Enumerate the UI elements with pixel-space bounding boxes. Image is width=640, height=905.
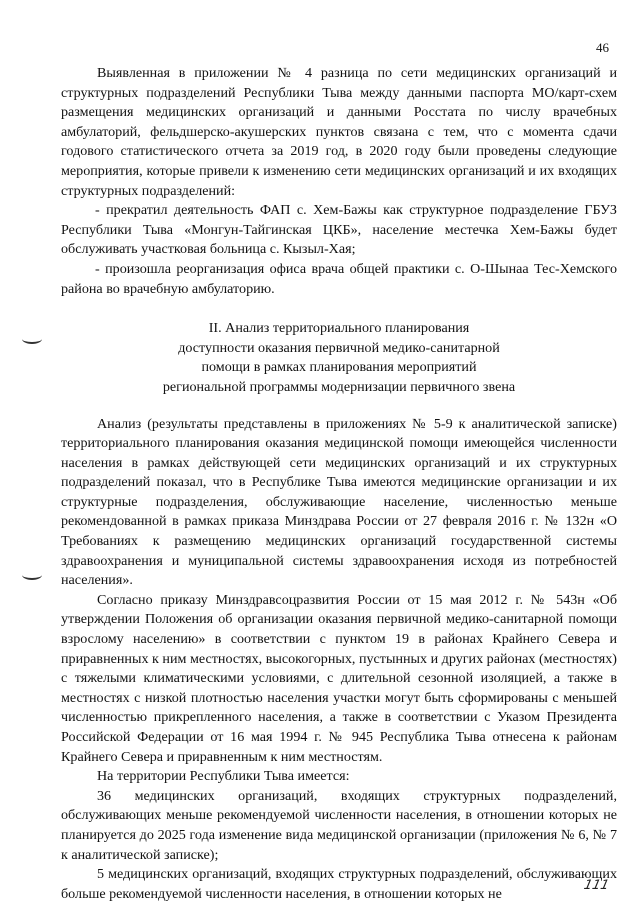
order-paragraph: Согласно приказу Минздравсоцразвития России от 15 мая 2012 г. № 543н «Об утверждении Положения об организации оказания первичной медико-санитарной помощи взрослому населению» в соответствии с пунктом 19 в районах Крайнего Севера и приравненных к ним местностях, высокогорных, пустынных и других районах (местностях) с тяжелыми климатическими условиями, с длительной сезонной изоляцией, а также в местностях с низкой плотностью населения участки могут быть сформированы с меньшей численностью прикрепленного населения, а также в соответствии с Указом Президента Российской Федерации от 16 мая 1994 г. № 945 Республика Тыва отнесена к районам Крайнего Севера и приравненным к ним местностям. xyxy=(61,591,617,765)
bullet-item-2: - произошла реорганизация офиса врача общей практики с. О-Шынаа Тес-Хемского района во врачебную амбулаторию. xyxy=(61,260,617,297)
section-heading-line-2: доступности оказания первичной медико-санитарной xyxy=(178,339,500,356)
section-heading-line-1: II. Анализ территориального планирования xyxy=(208,320,470,337)
territory-intro: На территории Республики Тыва имеется: xyxy=(97,768,350,785)
territory-item-2: 5 медицинских организаций, входящих структурных подразделений, обслуживающих больше рекомендуемой численности населения, в отношении которых не xyxy=(61,866,617,902)
page-number: 46 xyxy=(596,40,609,55)
margin-mark-bottom xyxy=(22,570,42,580)
handwritten-page-number: 111 xyxy=(582,878,611,893)
section-heading-line-4: региональной программы модернизации первичного звена xyxy=(162,378,516,395)
section-heading-line-3: помощи в рамках планирования мероприятий xyxy=(201,359,477,376)
margin-mark-top xyxy=(22,334,42,344)
analysis-paragraph: Анализ (результаты представлены в приложениях № 5-9 к аналитической записке) территориального планирования оказания медицинской помощи имеющейся численности населения в рамках действующей сети медицинских организаций и их структурных подразделений показал, что в Республике Тыва имеются медицинские организации и их структурные подразделения, обслуживающие население, численностью меньше рекомендованной в рамках приказа Минздрава России от 27 февраля 2016 г. № 132н «О Требованиях к размещению медицинских организаций государственной системы здравоохранения и муниципальной системы здравоохранения исходя из потребностей населения». xyxy=(61,415,617,589)
bullet-item-1: - прекратил деятельность ФАП с. Хем-Бажы как структурное подразделение ГБУЗ Республики Тыва «Монгун-Тайгинская ЦКБ», население местечка Хем-Бажы будет обслуживать участковая больница с. Кызыл-Хая; xyxy=(61,202,617,258)
section-heading xyxy=(61,319,617,397)
intro-paragraph: Выявленная в приложении № 4 разница по сети медицинских организаций и структурных подразделений Республики Тыва между данными паспорта МО/карт-схем размещения медицинских организаций и данными Росстата по числу врачебных амбулаторий, фельдшерско-акушерских пунктов связана с тем, что с момента сдачи годового статистического отчета за 2019 год, в 2020 году были проведены следующие мероприятия, которые привели к изменению сети медицинских организаций и их входящих структурных подразделений: xyxy=(61,65,617,199)
territory-item-1: 36 медицинских организаций, входящих структурных подразделений, обслуживающих меньше рекомендуемой численности населения, в отношении которых не планируется до 2025 года изменение вида медицинской организации (приложения № 6, № 7 к аналитической записке); xyxy=(61,787,617,863)
document-body xyxy=(61,64,617,904)
